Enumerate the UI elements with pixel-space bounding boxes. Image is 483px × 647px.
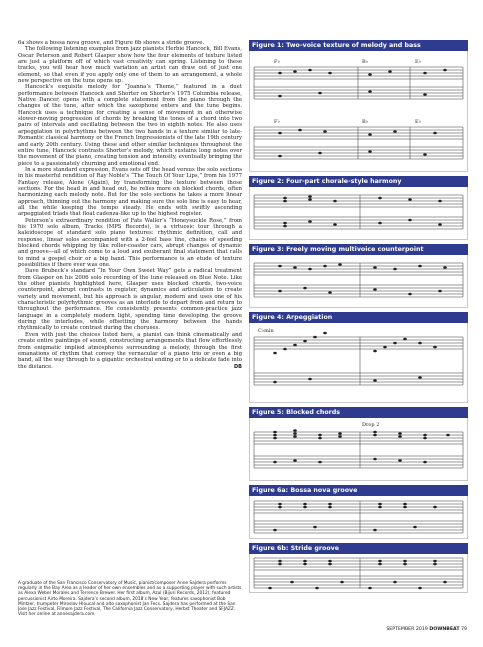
page-footer xyxy=(386,627,467,632)
music-notation xyxy=(250,418,467,480)
paragraph-text: Even with just the choices listed here, a pianist can think cinematically and create entire paintings of sound, constructing arrangements that flow effortlessly from enigmatic implied atmospheres surrounding a melody, through the first emanations of rhythm that convey the vernacular of a piano trio or even a big band, all the way through to a gigantic orchestral ending or to a delicate fade into the distance. xyxy=(18,331,242,370)
paragraph: Peterson’s extraordinary rendition of Fats Waller’s “Honeysuckle Rose,” from his 1970 solo album, Tracks (MPS Records), is a virtuosic tour through a kaleidoscope of standard solo piano textures: rhythmic definition, call and response, linear solos accompanied with a 2-feel bass line, chains of speeding blocked chords whipping by like roller-coaster cars, abrupt changes of dynamic and groove—all of which come to a loud and exuberant final statement that calls to mind a gospel choir or a big band. This performance is an etude of texture possibilities if there ever was one. xyxy=(18,217,242,269)
figure-4-notation xyxy=(249,323,468,403)
score-marking: Drop 2 xyxy=(362,422,380,428)
author-bio: A graduate of the San Francisco Conservatory of Music, pianist/composer Anne Sajdera performs regularly in the Bay Area as a leader of her own ensembles and as a supporting player with such artists as Alexa Weber Morales and Terrence Brewer. Her first album, Azul (Bijuri Records, 2012), featured percussionist Airto Moreira. Sajdera’s second album, 2018’s New Year, features saxophonist Bob Mintzer, trumpeter Miroslav Hloucal and alto saxophonist Jan Fecs. Sajdera has performed at the San Jose Jazz Festival, Filmore Jazz Festival, The California Jazz Conservatory, Herbst Theater and SFJAZZ. Visit her online at annesajdera.com. xyxy=(18,581,242,618)
chord-symbol: E♭ xyxy=(415,59,422,65)
page-number: 79 xyxy=(461,627,467,632)
figure-5 xyxy=(249,407,468,481)
figure-4 xyxy=(249,312,468,403)
paragraph: The following listening examples from jazz pianists Herbie Hancock, Bill Evans, Oscar Peterson and Robert Glasper show how the four elements of texture listed are just a platform off of which vast creativity can spring. Listening to these tracks, you will hear how much variation an artist can draw out of just one element, so that even if you apply only one of them to an arrangement, a whole new perspective on the tune opens up. xyxy=(18,46,242,85)
chord-symbol: F♭ xyxy=(274,59,280,65)
end-mark: DB xyxy=(234,363,242,370)
chord-symbol: E♭ xyxy=(415,119,422,125)
paragraph: Dave Brubeck’s standard “In Your Own Sweet Way” gets a radical treatment from Glasper on his 2006 solo recording of the tune released on Blue Note. Like the other pianists highlighted here, Glasper uses blocked chords, two-voice counterpoint, abrupt contrasts in register, dynamics and articulation to create variety and movement, but his approach is angular, modern and uses one of his characteristic polyrhythmic grooves as an interlude to depart from and return to throughout the performance. He consistently presents common-practice jazz language in a completely modern light, spending time developing the groove during the interludes, while offsetting the harmony between the hands rhythmically to create contrast during the choruses. xyxy=(18,268,242,332)
figure-3-notation xyxy=(249,255,468,308)
music-notation xyxy=(250,496,467,538)
figure-title: Figure 6b: Stride groove xyxy=(249,543,468,554)
figure-6a-notation xyxy=(249,496,468,539)
music-notation xyxy=(250,323,467,402)
chord-symbol: B♭ xyxy=(362,119,369,125)
chord-symbol: B♭ xyxy=(362,59,369,65)
chord-symbol: F♭ xyxy=(274,119,280,125)
figure-3 xyxy=(249,244,468,308)
figure-title: Figure 4: Arpeggiation xyxy=(249,312,468,323)
figure-6b xyxy=(249,543,468,593)
figure-2 xyxy=(249,176,468,240)
figure-column xyxy=(249,40,468,597)
paragraph: 6a shows a bossa nova groove, and Figure 6b shows a stride groove. xyxy=(18,40,205,46)
figure-title: Figure 3: Freely moving multivoice counterpoint xyxy=(249,244,468,255)
figure-title: Figure 6a: Bossa nova groove xyxy=(249,485,468,496)
figure-6a xyxy=(249,485,468,539)
music-notation xyxy=(250,187,467,239)
figure-5-notation xyxy=(249,418,468,481)
music-notation xyxy=(250,554,467,592)
figure-6b-notation xyxy=(249,554,468,593)
music-notation xyxy=(250,255,467,307)
magazine-name: DOWNBEAT xyxy=(429,627,460,632)
figure-1-notation xyxy=(249,51,468,172)
paragraph: In a more standard expression, Evans sets off the head versus the solo sections in his masterful rendition of Ray Noble’s “The Touch Of Your Lips,” from his 1977 Fantasy release, Alone (Again), by transforming the texture between those sections. For the head in and head out, he relies more on blocked chords, often harmonizing each melody note. But for the solo sections he takes a more linear approach, thinning out the harmony and making sure the solo line is easy to hear, all the while keeping the tempo steady. He ends with swiftly ascending arpeggiated triads that float cadenza-like up to the highest register. xyxy=(18,166,242,218)
chord-symbol: C♭min xyxy=(258,328,274,334)
paragraph xyxy=(18,332,242,370)
music-notation xyxy=(250,51,467,171)
figure-title: Figure 2: Four-part chorale-style harmony xyxy=(249,176,468,187)
issue-date: SEPTEMBER 2019 xyxy=(386,627,428,632)
paragraph: Hancock’s exquisite melody for “Joanna’s Theme,” featured in a duet performance between Hancock and Shorter on Shorter’s 1975 Columbia release, Native Dancer, opens with a complete statement from the piano through the changes of the tune, after which the saxophone enters and the tune begins. Hancock uses a technique for creating a sense of movement in an otherwise slower-moving progression of chords by breaking the tones of a chord into two pairs of intervals and oscillating between the two in eighth notes. He also uses arpeggiation in polyrhythms between the two hands in a texture similar to late-Romantic classical harmony or the French Impressionists of the late 19th century and early 20th century. Using these and other similar techniques throughout the entire tune, Hancock contrasts Shorter’s melody, which sustains long notes over the movement of the piano, creating tension and intensity, eventually bringing the piece to a passionately churning and emotional end. xyxy=(18,84,242,167)
figure-1 xyxy=(249,40,468,172)
figure-2-notation xyxy=(249,187,468,240)
figure-title: Figure 5: Blocked chords xyxy=(249,407,468,418)
article-body xyxy=(18,40,242,370)
figure-title: Figure 1: Two-voice texture of melody and bass xyxy=(249,40,468,51)
